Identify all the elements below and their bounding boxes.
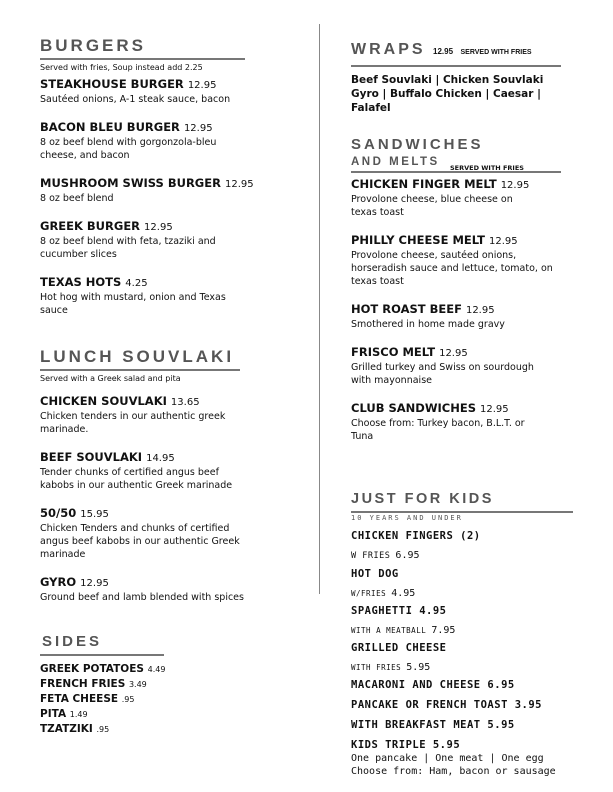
kids-item-sub: W/FRIES bbox=[351, 589, 387, 598]
item-name: 50/50 bbox=[40, 506, 77, 520]
kids-rule bbox=[351, 511, 573, 513]
menu-item bbox=[351, 302, 581, 331]
kids-item-name: SPAGHETTI 4.95 bbox=[351, 605, 447, 617]
sides-rule bbox=[40, 654, 164, 656]
column-divider bbox=[319, 24, 320, 594]
item-desc: Smothered in home made gravy bbox=[351, 319, 505, 330]
item-desc: Sautéed onions, A-1 steak sauce, bacon bbox=[40, 94, 231, 105]
item-name: HOT ROAST BEEF bbox=[351, 302, 462, 316]
kids-item-name: KIDS TRIPLE 5.95 bbox=[351, 739, 461, 751]
kids-item-name: CHICKEN FINGERS (2) bbox=[351, 530, 481, 542]
item-desc: 8 oz beef blend with gorgonzola-bleu cheese, and bacon bbox=[40, 137, 217, 161]
kids-item-desc: Choose from: Ham, bacon or sausage bbox=[351, 766, 556, 777]
item-name: BEEF SOUVLAKI bbox=[40, 450, 143, 464]
side-price: 4.49 bbox=[147, 665, 166, 674]
wraps-title-row bbox=[351, 40, 581, 63]
side-item bbox=[40, 662, 272, 677]
side-price: .95 bbox=[96, 725, 110, 734]
side-item bbox=[40, 707, 272, 722]
menu-item bbox=[40, 77, 272, 106]
kids-note: 10 YEARS AND UNDER bbox=[351, 514, 463, 522]
wraps-price: 12.95 bbox=[433, 47, 454, 56]
kids-item-name: HOT DOG bbox=[351, 568, 399, 580]
item-desc: 8 oz beef blend with feta, tzaziki and cucumber slices bbox=[40, 236, 216, 260]
item-name: STEAKHOUSE BURGER bbox=[40, 77, 184, 91]
kids-item-name: WITH BREAKFAST MEAT 5.95 bbox=[351, 719, 515, 731]
kids-item-sub-price: 4.95 bbox=[391, 588, 416, 599]
kids-item-sub: WITH FRIES bbox=[351, 663, 402, 672]
item-desc: Chicken Tenders and chunks of certified angus beef kabobs in our authentic Greek marinade bbox=[40, 523, 240, 560]
item-price: 14.95 bbox=[146, 453, 175, 464]
menu-item bbox=[40, 394, 272, 436]
souvlaki-rule bbox=[40, 369, 240, 371]
side-name: GREEK POTATOES bbox=[40, 663, 144, 675]
kids-item-sub-price: 6.95 bbox=[395, 550, 420, 561]
item-name: CHICKEN SOUVLAKI bbox=[40, 394, 167, 408]
sandwiches-section bbox=[351, 135, 581, 443]
menu-item bbox=[351, 177, 581, 219]
item-desc: Ground beef and lamb blended with spices bbox=[40, 592, 244, 603]
item-desc: Grilled turkey and Swiss on sourdough with mayonnaise bbox=[351, 362, 534, 386]
item-desc: Provolone cheese, blue cheese on texas toast bbox=[351, 194, 513, 218]
sides-title: SIDES bbox=[42, 633, 103, 650]
sandwiches-subtitle: AND MELTS bbox=[351, 156, 440, 168]
burgers-rule bbox=[40, 58, 245, 60]
menu-item bbox=[40, 450, 272, 492]
item-name: TEXAS HOTS bbox=[40, 275, 122, 289]
item-desc: Hot hog with mustard, onion and Texas sauce bbox=[40, 292, 226, 316]
kids-item-sub: W FRIES bbox=[351, 551, 391, 561]
side-item bbox=[40, 692, 272, 707]
item-price: 12.95 bbox=[183, 123, 213, 134]
kids-item-name: GRILLED CHEESE bbox=[351, 642, 447, 654]
item-price: 12.95 bbox=[187, 80, 217, 91]
side-item bbox=[40, 722, 272, 737]
left-column bbox=[40, 36, 272, 737]
item-desc: 8 oz beef blend bbox=[40, 193, 114, 204]
item-price: 4.25 bbox=[125, 278, 148, 289]
item-name: GREEK BURGER bbox=[40, 219, 141, 233]
kids-item-sub-price: 7.95 bbox=[431, 625, 456, 636]
kids-item bbox=[351, 719, 581, 732]
kids-section bbox=[351, 489, 581, 778]
kids-item-sub: WITH A MEATBALL bbox=[351, 626, 427, 635]
side-name: PITA bbox=[40, 708, 67, 720]
item-price: 12.95 bbox=[439, 348, 468, 359]
item-desc: Chicken tenders in our authentic greek marinade. bbox=[40, 411, 226, 435]
menu-item bbox=[351, 401, 581, 443]
side-price: .95 bbox=[121, 695, 135, 704]
item-price: 12.95 bbox=[465, 305, 495, 316]
menu-item bbox=[40, 506, 272, 561]
item-name: GYRO bbox=[40, 575, 77, 589]
side-name: FRENCH FRIES bbox=[40, 678, 126, 690]
item-name: MUSHROOM SWISS BURGER bbox=[40, 176, 221, 190]
kids-item bbox=[351, 699, 581, 712]
wraps-tag: SERVED WITH FRIES bbox=[460, 49, 532, 56]
menu-item bbox=[351, 233, 581, 288]
menu-item bbox=[351, 345, 581, 387]
wraps-line1: Beef Souvlaki | Chicken Souvlaki bbox=[351, 74, 544, 86]
item-desc: Tender chunks of certified angus beef kabobs in our authentic Greek marinade bbox=[40, 467, 233, 491]
kids-item bbox=[351, 679, 581, 692]
kids-title: JUST FOR KIDS bbox=[351, 491, 494, 507]
kids-item bbox=[351, 605, 581, 637]
menu-item bbox=[40, 575, 272, 604]
item-price: 12.95 bbox=[480, 404, 509, 415]
wraps-section bbox=[351, 40, 581, 115]
lunch-souvlaki-section bbox=[40, 347, 272, 604]
side-item bbox=[40, 677, 272, 692]
item-name: FRISCO MELT bbox=[351, 345, 436, 359]
item-desc: Choose from: Turkey bacon, B.L.T. or Tuna bbox=[351, 418, 525, 442]
item-price: 12.95 bbox=[489, 236, 518, 247]
wraps-line2: Gyro | Buffalo Chicken | Caesar | Falafel bbox=[351, 88, 541, 114]
side-price: 3.49 bbox=[128, 680, 147, 689]
item-price: 15.95 bbox=[80, 509, 109, 520]
menu-item bbox=[40, 120, 272, 162]
burgers-note: Served with fries, Soup instead add 2.25 bbox=[40, 63, 203, 72]
kids-item-name: MACARONI AND CHEESE 6.95 bbox=[351, 679, 515, 691]
kids-item-desc: One pancake | One meat | One egg bbox=[351, 753, 544, 764]
burgers-title: BURGERS bbox=[40, 36, 147, 55]
kids-item bbox=[351, 530, 581, 563]
item-price: 12.95 bbox=[80, 578, 109, 589]
item-price: 13.65 bbox=[170, 397, 200, 408]
item-name: BACON BLEU BURGER bbox=[40, 120, 180, 134]
kids-item bbox=[351, 568, 581, 600]
kids-item bbox=[351, 642, 581, 674]
kids-item bbox=[351, 739, 581, 778]
right-column bbox=[351, 40, 581, 783]
sandwiches-title: SANDWICHES bbox=[351, 136, 484, 153]
item-price: 12.95 bbox=[500, 180, 530, 191]
item-name: CLUB SANDWICHES bbox=[351, 401, 476, 415]
item-name: PHILLY CHEESE MELT bbox=[351, 233, 486, 247]
souvlaki-note: Served with a Greek salad and pita bbox=[40, 374, 181, 383]
sides-section bbox=[40, 632, 272, 737]
item-price: 12.95 bbox=[224, 179, 254, 190]
kids-item-name: PANCAKE OR FRENCH TOAST 3.95 bbox=[351, 699, 543, 711]
menu-item bbox=[40, 176, 272, 205]
side-price: 1.49 bbox=[69, 710, 88, 719]
item-price: 12.95 bbox=[144, 222, 173, 233]
item-desc: Provolone cheese, sautéed onions, horseradish sauce and lettuce, tomato, on texas toast bbox=[351, 250, 553, 287]
sandwiches-served-tag: SERVED WITH FRIES bbox=[450, 164, 524, 172]
side-name: TZATZIKI bbox=[40, 723, 93, 735]
item-name: CHICKEN FINGER MELT bbox=[351, 177, 497, 191]
menu-item bbox=[40, 219, 272, 261]
wraps-title: WRAPS bbox=[351, 41, 426, 58]
kids-item-sub-price: 5.95 bbox=[406, 662, 431, 673]
lunch-souvlaki-title: LUNCH SOUVLAKI bbox=[40, 347, 235, 366]
menu-item bbox=[40, 275, 272, 317]
wraps-rule bbox=[351, 65, 561, 67]
burgers-section bbox=[40, 36, 272, 317]
side-name: FETA CHEESE bbox=[40, 693, 119, 705]
